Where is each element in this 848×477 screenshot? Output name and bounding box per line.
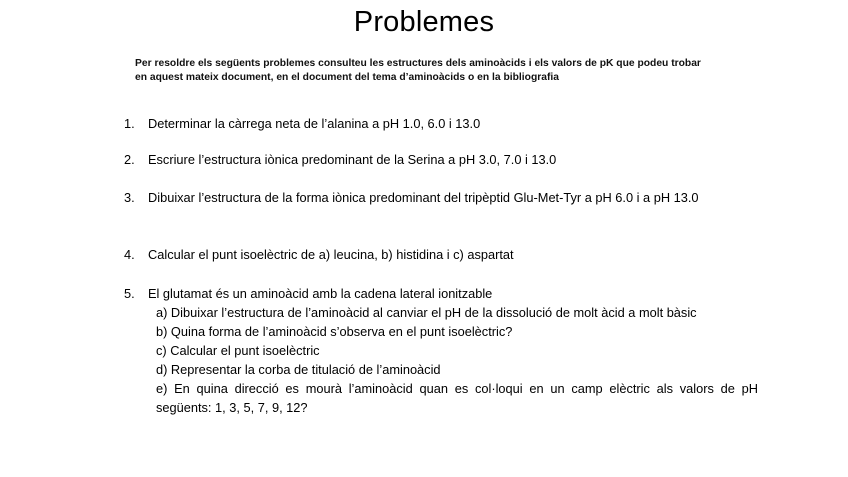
problem-number: 2. xyxy=(124,152,135,167)
subitem-a: a) Dibuixar l’estructura de l’aminoàcid al canviar el pH de la dissolució de molt àcid a molt bàsic xyxy=(156,305,697,320)
problem-text: El glutamat és un aminoàcid amb la cadena lateral ionitzable xyxy=(148,286,493,301)
problem-1 xyxy=(124,114,758,133)
problem-number: 5. xyxy=(124,286,135,301)
subitem-d: d) Representar la corba de titulació de l’aminoàcid xyxy=(156,362,441,377)
problem-5 xyxy=(124,284,758,417)
problem-number: 3. xyxy=(124,190,135,205)
subitem-e: e) En quina direcció es mourà l’aminoàcid quan es col·loqui en un camp elèctric als valors de pH següents: 1, 3, 5, 7, 9, 12? xyxy=(156,381,758,415)
problem-text: Escriure l’estructura iònica predominant de la Serina a pH 3.0, 7.0 i 13.0 xyxy=(148,152,557,167)
problem-text: Determinar la càrrega neta de l’alanina a pH 1.0, 6.0 i 13.0 xyxy=(148,116,481,131)
problem-number: 4. xyxy=(124,247,135,262)
problem-2 xyxy=(124,150,758,169)
subitem-b: b) Quina forma de l’aminoàcid s’observa en el punt isoelèctric? xyxy=(156,324,513,339)
subitem-c: c) Calcular el punt isoelèctric xyxy=(156,343,320,358)
problem-number: 1. xyxy=(124,116,135,131)
intro-text xyxy=(135,57,735,85)
intro-line: en aquest mateix document, en el document del tema d’aminoàcids o en la bibliografia xyxy=(135,72,559,83)
problem-3 xyxy=(124,188,758,207)
problem-text: Dibuixar l’estructura de la forma iònica predominant del tripèptid Glu-Met-Tyr a pH 6.0 i a pH 13.0 xyxy=(148,190,699,205)
problem-text: Calcular el punt isoelèctric de a) leucina, b) histidina i c) aspartat xyxy=(148,247,514,262)
intro-line: Per resoldre els següents problemes consulteu les estructures dels aminoàcids i els valors de pK que podeu trobar xyxy=(135,58,701,69)
page-title: Problemes xyxy=(353,6,495,38)
problem-4 xyxy=(124,245,758,264)
